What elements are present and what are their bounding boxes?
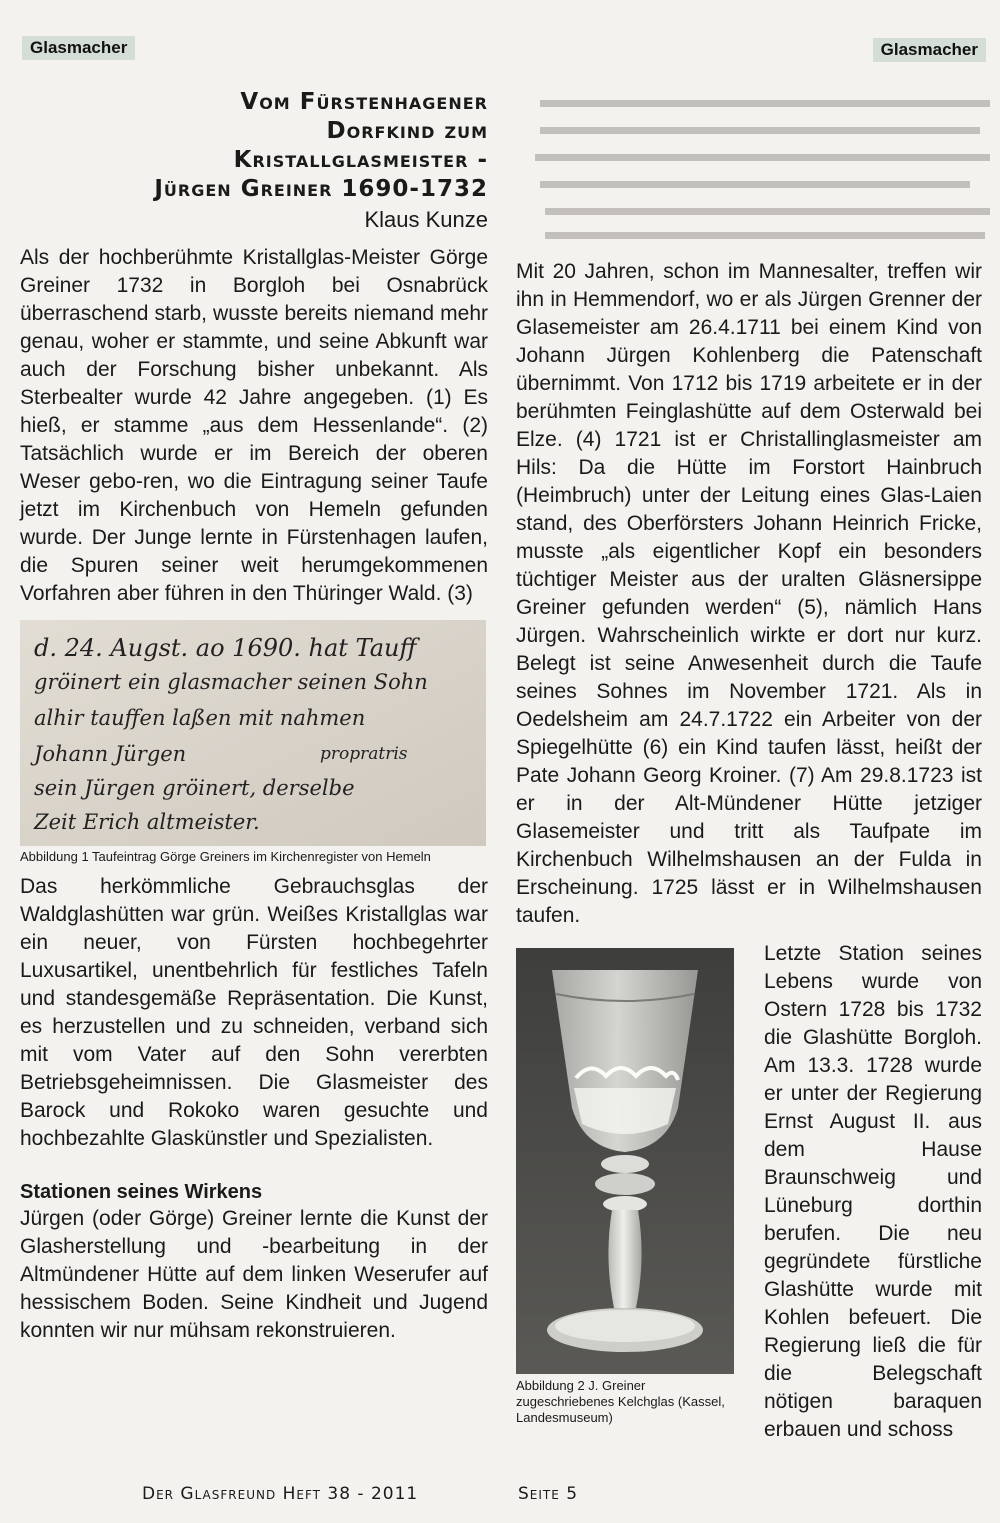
handwriting-line-6: Zeit Erich altmeister. [34,810,260,834]
title-line-3: Kristallglasmeister - [233,147,488,173]
figure-2-caption: Abbildung 2 J. Greiner zugeschriebenes Kelchglas (Kassel, Landesmuseum) [516,1378,725,1425]
goblet-photo [516,948,734,1374]
paragraph-intro: Als der hochberühmte Kristallglas-Meister Görge Greiner 1732 in Borgloh bei Osnabrück überraschend starb, wusste bereits niemand mehr genau, woher er stammte, und seine Abkunft war auch der Forschung bisher unbekannt. Als Sterbealter wurde 42 Jahre angegeben. (1) Es hieß, er stamme „aus dem Hessenlande“. (2) Tatsächlich wurde er im Bereich der oberen Weser gebo-ren, wo die Eintragung seiner Taufe jetzt im Kirchenbuch von Hemeln gefunden wurde. Der Junge lernte in Fürstenhagen laufen, die Spuren seiner weit herumgekommenen Vorfahren aber führen in den Thüringer Wald. (3) [20,246,488,605]
show-through-texture [520,92,990,242]
section-tag-left: Glasmacher [22,36,135,60]
title-line-1: Vom Fürstenhagener [240,89,488,115]
author-name: Klaus Kunze [364,207,488,232]
right-column [516,258,982,1444]
paragraph-career: Mit 20 Jahren, schon im Mannesalter, treffen wir ihn in Hemmendorf, wo er als Jürgen Grenner der Glasemeister am 26.4.1711 bei einem Kind von Johann Jürgen Kohlenberg die Patenschaft übernimmt. Von 1712 bis 1719 arbeitete er in der berühmten Feinglashütte auf dem Osterwald bei Elze. (4) 1721 ist er Christallinglasmeister am Hils: Da die Hütte im Forstort Hainbruch (Heimbruch) unter der Leitung eines Glas-Laien stand, des Oberförsters Johann Heinrich Fricke, musste „als eigentlicher Kopf ein besonders tüchtiger Meister aus der uralten Gläsnersippe Greiner gefunden werden“ (5), nämlich Hans Jürgen. Wahrscheinlich wirkte er dort nur kurz. Belegt ist seine Anwesenheit durch die Taufe seines Sohnes im November 1721. Als in Oedelsheim am 24.7.1722 ein Arbeiter von der Spiegelhütte (6) ein Kind taufen lässt, heißt der Pate Johann Georg Kroiner. (7) Am 29.8.1723 ist er in der Alt-Mündener Hütte jetziger Glasemeister und tritt als Taufpate im Kirchenbuch Wilhelmshausen an der Fulda in Erscheinung. 1725 lässt er in Wilhelmshausen taufen. [516,260,982,927]
figure-1-caption: Abbildung 1 Taufeintrag Görge Greiners im Kirchenregister von Hemeln [20,849,431,864]
goblet-illustration [516,948,734,1374]
handwriting-line-1: d. 24. Augst. ao 1690. hat Tauff [34,634,417,662]
baptism-record-image [20,620,486,846]
title-line-2: Dorfkind zum [326,118,488,144]
show-through-lines [520,92,990,242]
section-tag-right: Glasmacher [873,38,986,62]
handwriting-line-3: alhir tauffen laßen mit nahmen [34,706,366,730]
figure-wrap [516,940,982,1444]
paragraph-apprenticeship: Jürgen (oder Görge) Greiner lernte die Kunst der Glasherstellung und -bearbeitung in der Altmündener Hütte auf dem linken Weserufer auf hessischem Boden. Seine Kindheit und Jugend konnten wir nur mühsam rekonstruieren. [20,1207,488,1342]
paragraph-crystal-glass: Das herkömmliche Gebrauchsglas der Waldglashütten war grün. Weißes Kristallglas war ein neuer, von Fürsten hochbegehrter Luxusartikel, unentbehrlich für festliches Tafeln und standesgemäße Repräsentation. Die Kunst, es herzustellen und zu schneiden, verband sich mit vom Vater auf den Sohn vererbten Betriebsgeheimnissen. Die Glasmeister des Barock und Rokoko waren gesuchte und hochbezahlte Glaskünstler und Spezialisten. [20,875,488,1150]
handwriting-margin-note: propratris [320,744,408,764]
handwriting-line-5: sein Jürgen gröinert, derselbe [34,776,355,800]
handwriting-line-2: gröinert ein glasmacher seinen Sohn [34,670,428,694]
article-title [20,88,488,204]
footer-page-number: Seite 5 [518,1484,579,1504]
handwriting-line-4: Johann Jürgen [34,742,187,766]
footer-publication: Der Glasfreund Heft 38 - 2011 [142,1484,419,1504]
left-column [20,88,488,1345]
title-line-4: Jürgen Greiner 1690-1732 [154,176,488,202]
paragraph-borgloh: Letzte Station seines Lebens wurde von Ostern 1728 bis 1732 die Glashütte Borgloh. Am 13.3. 1728 wurde er unter der Regierung Ernst August II. aus dem Hause Braunschweig und Lüneburg dorthin berufen. Die neu gegründete fürstliche Glashütte wurde mit Kohlen befeuert. Die Regierung ließ die für die Belegschaft nötigen baraquen erbauen und schoss [764,942,982,1441]
section-heading: Stationen seines Wirkens [20,1181,263,1203]
